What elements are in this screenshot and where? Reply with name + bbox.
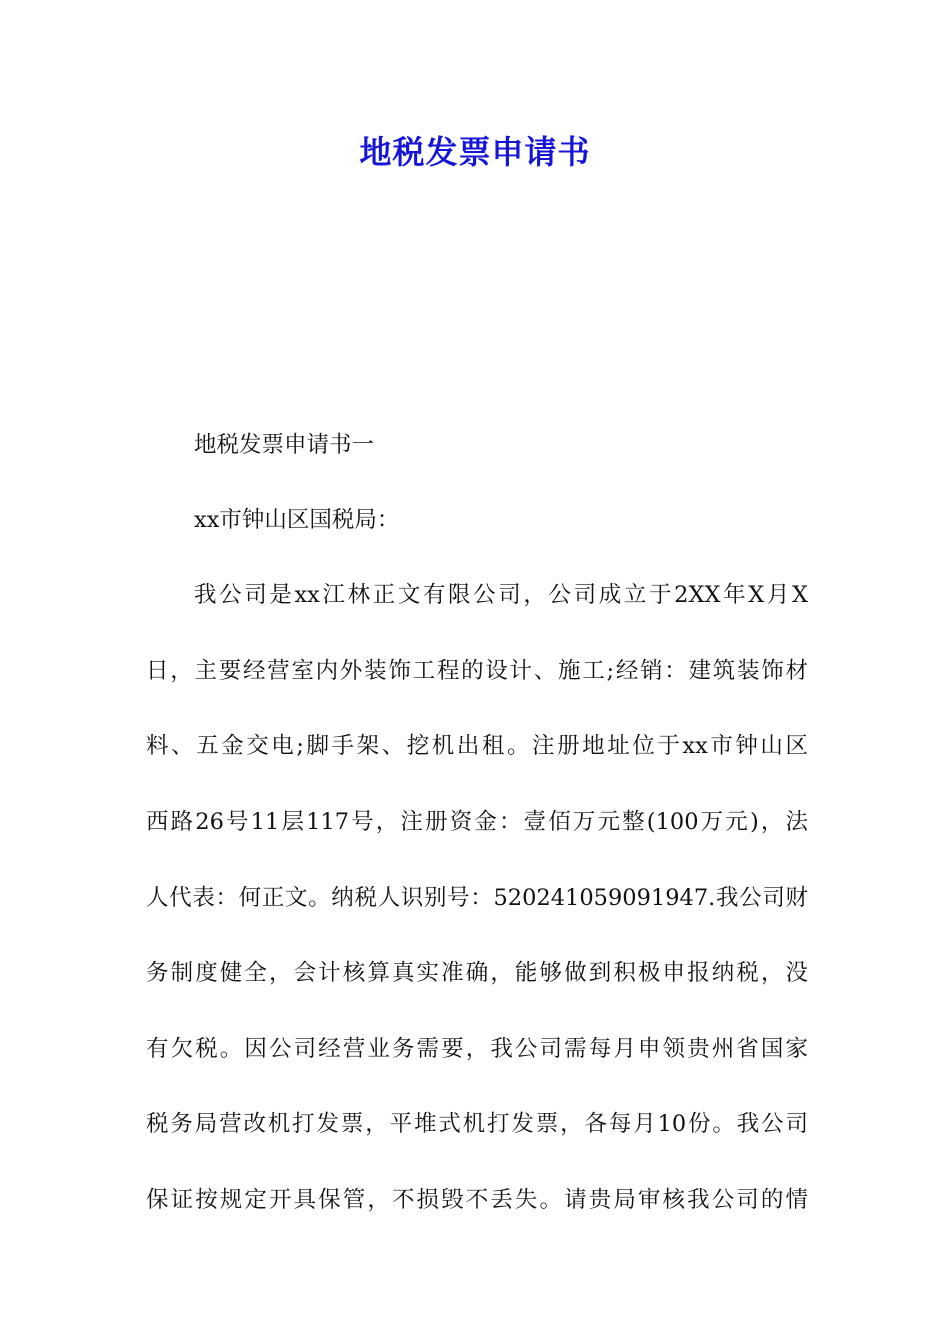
paragraph-line: 西路26号11层117号，注册资金：壹佰万元整(100万元)，法 xyxy=(146,808,808,835)
document-title: 地税发票申请书 xyxy=(359,133,591,171)
paragraph-line: 我公司是xx江林正文有限公司，公司成立于2XX年X月X xyxy=(194,582,808,609)
paragraph-line: 料、五金交电;脚手架、挖机出租。注册地址位于xx市钟山区 xyxy=(146,733,808,760)
paragraph-line: 有欠税。因公司经营业务需要，我公司需每月申领贵州省国家 xyxy=(146,1035,808,1062)
document-body xyxy=(146,407,808,1239)
section-heading: 地税发票申请书一 xyxy=(194,431,375,458)
paragraph-line: 务制度健全，会计核算真实准确，能够做到积极申报纳税，没 xyxy=(146,960,808,987)
paragraph-line: 人代表：何正文。纳税人识别号：520241059091947.我公司财 xyxy=(146,884,808,911)
addressee-line: xx市钟山区国税局： xyxy=(194,507,400,534)
paragraph-line: 日，主要经营室内外装饰工程的设计、施工;经销：建筑装饰材 xyxy=(146,657,808,684)
paragraph-line: 税务局营改机打发票，平堆式机打发票，各每月10份。我公司 xyxy=(146,1111,808,1138)
paragraph-line: 保证按规定开具保管，不损毁不丢失。请贵局审核我公司的情 xyxy=(146,1186,808,1213)
